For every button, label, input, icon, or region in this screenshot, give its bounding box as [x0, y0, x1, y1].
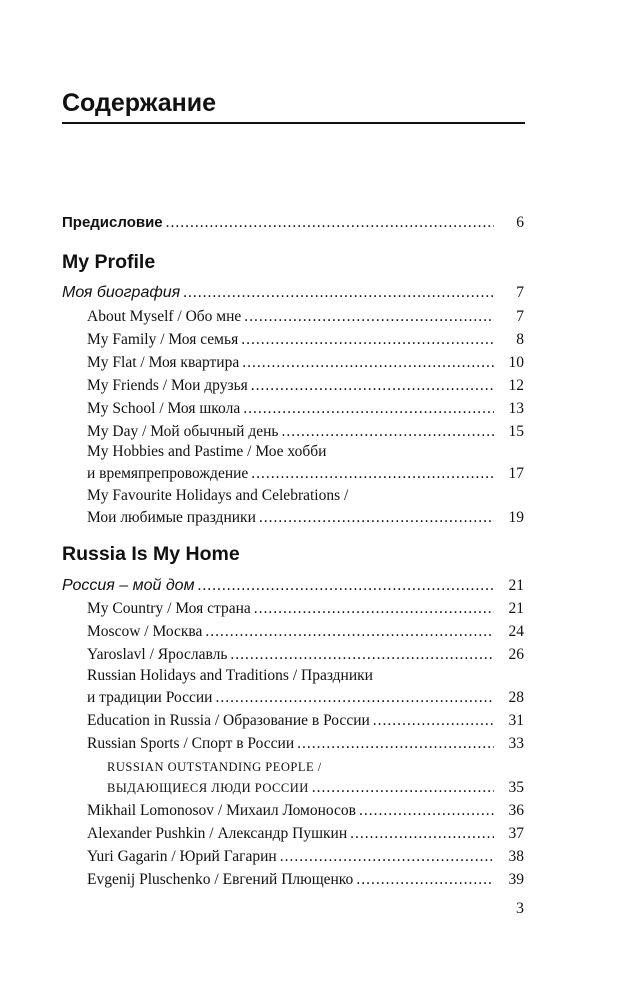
toc-entry-page: 10: [508, 354, 524, 371]
toc-entry[interactable]: [87, 644, 524, 666]
toc-entry-page: 7: [516, 284, 524, 301]
toc-entry[interactable]: [87, 352, 524, 374]
toc-entry[interactable]: [87, 800, 524, 822]
toc-entry[interactable]: [87, 421, 524, 443]
toc-entry-page: 12: [508, 377, 524, 394]
dot-leader: [356, 869, 494, 891]
toc-entry-page: 31: [508, 712, 524, 729]
toc-entry[interactable]: [87, 306, 524, 328]
dot-leader: [198, 575, 494, 597]
toc-entry[interactable]: [87, 710, 524, 732]
toc-entry-label-line1: My Favourite Holidays and Celebrations /: [87, 487, 349, 504]
dot-leader: [359, 800, 494, 822]
toc-entry-preface[interactable]: [62, 212, 524, 234]
toc-entry-label: Моя биография: [62, 284, 181, 301]
toc-entry[interactable]: [87, 869, 524, 891]
toc-entry-label-line2: ВЫДАЮЩИЕСЯ ЛЮДИ РОССИИ: [107, 781, 309, 795]
toc-entry-label-line1: RUSSIAN OUTSTANDING PEOPLE /: [107, 760, 322, 774]
toc-entry-label-line1: My Hobbies and Pastime / Мое хобби: [87, 443, 327, 460]
toc-entry-label-line2: и времяпрепровождение: [87, 465, 249, 482]
dot-leader: [230, 644, 494, 666]
dot-leader: [242, 352, 494, 374]
toc-entry[interactable]: [87, 621, 524, 643]
toc-entry-page: 28: [508, 689, 524, 706]
toc-entry-label: My Family / Моя семья: [87, 331, 239, 348]
toc-entry[interactable]: [87, 687, 524, 709]
toc-entry-label: Mikhail Lomonosov / Михаил Ломоносов: [87, 802, 356, 819]
dot-leader: [297, 733, 494, 755]
dot-leader: [251, 463, 494, 485]
section-heading-my-profile: My Profile: [62, 251, 156, 273]
toc-entry-label: Россия – мой дом: [62, 577, 195, 594]
toc-entry-page: 6: [516, 214, 524, 231]
toc-entry-label-line2: и традиции России: [87, 689, 213, 706]
toc-entry-page: 26: [508, 646, 524, 663]
toc-entry-label: My Flat / Моя квартира: [87, 354, 240, 371]
toc-entry-page: 7: [516, 308, 524, 325]
toc-entry-page: 21: [508, 600, 524, 617]
toc-entry[interactable]: [87, 398, 524, 420]
toc-entry-page: 33: [508, 735, 524, 752]
toc-entry-page: 13: [508, 400, 524, 417]
toc-entry-label: Yaroslavl / Ярославль: [87, 646, 228, 663]
dot-leader: [166, 212, 494, 234]
toc-entry-label: My Day / Мой обычный день: [87, 423, 279, 440]
dot-leader: [373, 710, 494, 732]
toc-entry-page: 37: [508, 825, 524, 842]
toc-entry[interactable]: [87, 598, 524, 620]
dot-leader: [281, 421, 494, 443]
toc-entry[interactable]: [107, 777, 524, 799]
dot-leader: [312, 777, 494, 799]
toc-entry-label: Alexander Pushkin / Александр Пушкин: [87, 825, 348, 842]
toc-entry[interactable]: [87, 507, 524, 529]
dot-leader: [241, 329, 494, 351]
dot-leader: [244, 306, 494, 328]
toc-entry-page: 38: [508, 848, 524, 865]
toc-entry[interactable]: [87, 846, 524, 868]
dot-leader: [259, 507, 494, 529]
toc-entry-label: Предисловие: [62, 214, 163, 231]
toc-entry[interactable]: [87, 375, 524, 397]
dot-leader: [215, 687, 494, 709]
section-heading-russia-is-my-home: Russia Is My Home: [62, 543, 240, 565]
toc-entry-page: 39: [508, 871, 524, 888]
dot-leader: [205, 621, 494, 643]
toc-entry-page: 35: [508, 779, 524, 796]
toc-entry-label: Education in Russia / Образование в России: [87, 712, 370, 729]
toc-part-entry[interactable]: [62, 575, 524, 597]
dot-leader: [254, 598, 494, 620]
toc-entry[interactable]: [87, 823, 524, 845]
dot-leader: [280, 846, 494, 868]
toc-entry[interactable]: [87, 329, 524, 351]
toc-entry-page: 8: [516, 331, 524, 348]
page-title: Содержание: [62, 89, 217, 117]
toc-entry[interactable]: [87, 733, 524, 755]
toc-part-entry[interactable]: [62, 282, 524, 304]
page-number: 3: [516, 900, 524, 917]
toc-entry-label: Evgenij Pluschenko / Евгений Плющенко: [87, 871, 354, 888]
toc-entry-label: My School / Моя школа: [87, 400, 241, 417]
toc-entry-label: Russian Sports / Спорт в России: [87, 735, 295, 752]
toc-entry-label-line2: Мои любимые праздники: [87, 509, 256, 526]
toc-entry-label: Moscow / Москва: [87, 623, 203, 640]
dot-leader: [243, 398, 494, 420]
toc-entry[interactable]: [87, 463, 524, 485]
dot-leader: [183, 282, 494, 304]
toc-entry-label: About Myself / Обо мне: [87, 308, 242, 325]
dot-leader: [251, 375, 494, 397]
toc-entry-page: 24: [508, 623, 524, 640]
toc-entry-label: My Country / Моя страна: [87, 600, 251, 617]
toc-entry-page: 19: [508, 509, 524, 526]
toc-entry-page: 21: [508, 577, 524, 594]
toc-entry-page: 15: [508, 423, 524, 440]
toc-entry-label: My Friends / Мои друзья: [87, 377, 248, 394]
dot-leader: [350, 823, 494, 845]
toc-entry-page: 17: [508, 465, 524, 482]
toc-entry-page: 36: [508, 802, 524, 819]
toc-entry-label-line1: Russian Holidays and Traditions / Праздники: [87, 667, 373, 684]
toc-entry-label: Yuri Gagarin / Юрий Гагарин: [87, 848, 277, 865]
